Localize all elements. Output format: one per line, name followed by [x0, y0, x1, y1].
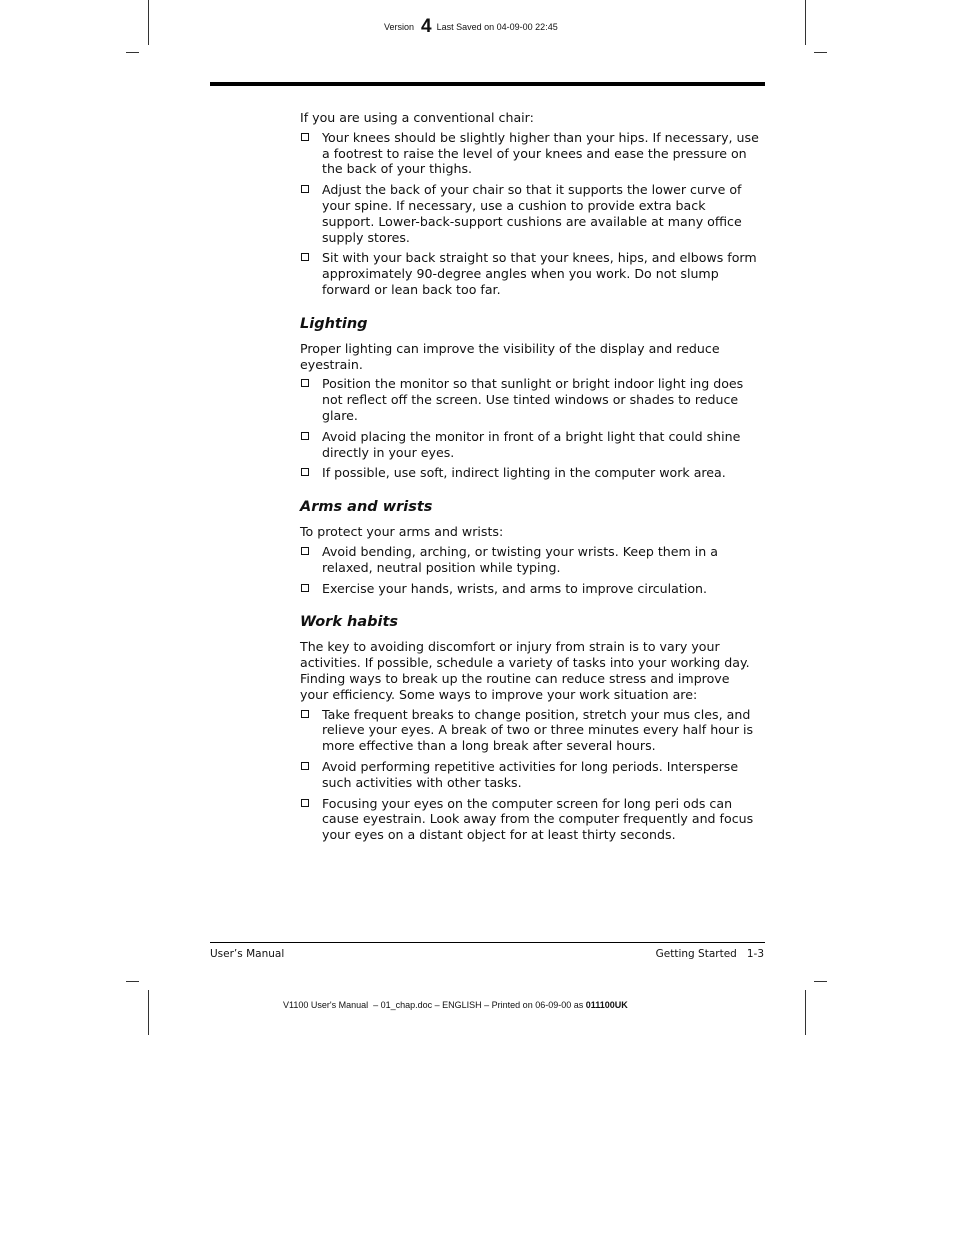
list-item	[300, 544, 760, 576]
list-item-text: Adjust the back of your chair so that it supports the lower curve of your spine. If necessary, use a cushion to provide extra back support. Lower-back-support cushions are available at many office supply stores.	[322, 182, 742, 245]
page-content	[300, 110, 760, 848]
footer-page-ref: Getting Started 1-3	[655, 948, 764, 960]
footer-manual-title: User’s Manual	[210, 948, 285, 960]
list-item-text: Avoid performing repetitive activities for long periods. Intersperse such activities with other tasks.	[322, 758, 739, 790]
top-rule	[210, 82, 765, 86]
checkbox-bullet-icon	[301, 379, 309, 387]
print-code: 011100UK	[585, 1000, 628, 1010]
checkbox-bullet-icon	[301, 584, 309, 592]
list-item-text: Take frequent breaks to change position, stretch your mus cles, and relieve your eyes. A break of two or three minutes every half hour is more effective than a long break after several hours.	[322, 706, 754, 754]
checkbox-bullet-icon	[301, 547, 309, 555]
lighting-intro: Proper lighting can improve the visibility of the display and reduce eyestrain.	[300, 340, 720, 372]
document-header	[384, 14, 558, 36]
list-item-text: Focusing your eyes on the computer screen for long peri ods can cause eyestrain. Look away from the computer frequently and focus your eyes on a distant object for at least thirty seconds.	[322, 795, 754, 843]
list-item-text: Avoid placing the monitor in front of a bright light that could shine directly in your eyes.	[322, 428, 741, 460]
list-item	[300, 130, 760, 177]
version-label: Version	[384, 22, 415, 32]
crop-mark	[805, 990, 806, 1035]
crop-mark	[814, 52, 827, 53]
list-item	[300, 759, 760, 791]
print-info	[283, 1000, 628, 1010]
list-item-text: Position the monitor so that sunlight or bright indoor light ing does not reflect off the screen. Use tinted windows or shades to reduce glare.	[322, 376, 744, 423]
lighting-heading: Lighting	[300, 315, 368, 332]
crop-mark	[126, 52, 139, 53]
checkbox-bullet-icon	[301, 133, 309, 141]
work-habits-list	[300, 707, 760, 843]
crop-mark	[126, 981, 139, 982]
list-item-text: If possible, use soft, indirect lighting in the computer work area.	[322, 465, 726, 481]
checkbox-bullet-icon	[301, 710, 309, 718]
list-item-text: Exercise your hands, wrists, and arms to improve circulation.	[322, 580, 708, 596]
arms-heading: Arms and wrists	[300, 499, 433, 516]
list-item	[300, 581, 760, 597]
checkbox-bullet-icon	[301, 799, 309, 807]
version-number: 4	[421, 16, 432, 37]
chair-list	[300, 130, 760, 298]
list-item	[300, 182, 760, 245]
arms-intro: To protect your arms and wrists:	[300, 524, 504, 540]
crop-mark	[814, 981, 827, 982]
arms-list	[300, 544, 760, 596]
list-item-text: Sit with your back straight so that your knees, hips, and elbows form approximately 90-degree angles when you work. Do not slump forward or lean back too far.	[322, 250, 757, 297]
crop-mark	[805, 0, 806, 45]
work-habits-intro: The key to avoiding discomfort or injury from strain is to vary your activities. If possible, schedule a variety of tasks into your working day. Finding ways to break up the routine can reduce stress and improve your efficiency. Some ways to improve your work situation are:	[300, 639, 750, 702]
list-item	[300, 250, 760, 297]
last-saved: Last Saved on 04-09-00 22:45	[436, 22, 558, 32]
chair-intro: If you are using a conventional chair:	[300, 110, 534, 125]
checkbox-bullet-icon	[301, 468, 309, 476]
bottom-rule	[210, 942, 765, 943]
list-item-text: Avoid bending, arching, or twisting your wrists. Keep them in a relaxed, neutral position while typing.	[322, 543, 718, 575]
crop-mark	[148, 990, 149, 1035]
list-item	[300, 429, 760, 461]
list-item-text: Your knees should be slightly higher than your hips. If necessary, use a footrest to raise the level of your knees and ease the pressure on the back of your thighs.	[322, 129, 759, 177]
print-info-text: V1100 User's Manual – 01_chap.doc – ENGLISH – Printed on 06-09-00 as	[283, 1000, 586, 1010]
list-item	[300, 376, 760, 423]
lighting-list	[300, 376, 760, 481]
checkbox-bullet-icon	[301, 185, 309, 193]
work-habits-heading: Work habits	[300, 614, 399, 631]
list-item	[300, 707, 760, 754]
crop-mark	[148, 0, 149, 45]
checkbox-bullet-icon	[301, 253, 309, 261]
list-item	[300, 465, 760, 481]
checkbox-bullet-icon	[301, 432, 309, 440]
list-item	[300, 796, 760, 843]
checkbox-bullet-icon	[301, 762, 309, 770]
